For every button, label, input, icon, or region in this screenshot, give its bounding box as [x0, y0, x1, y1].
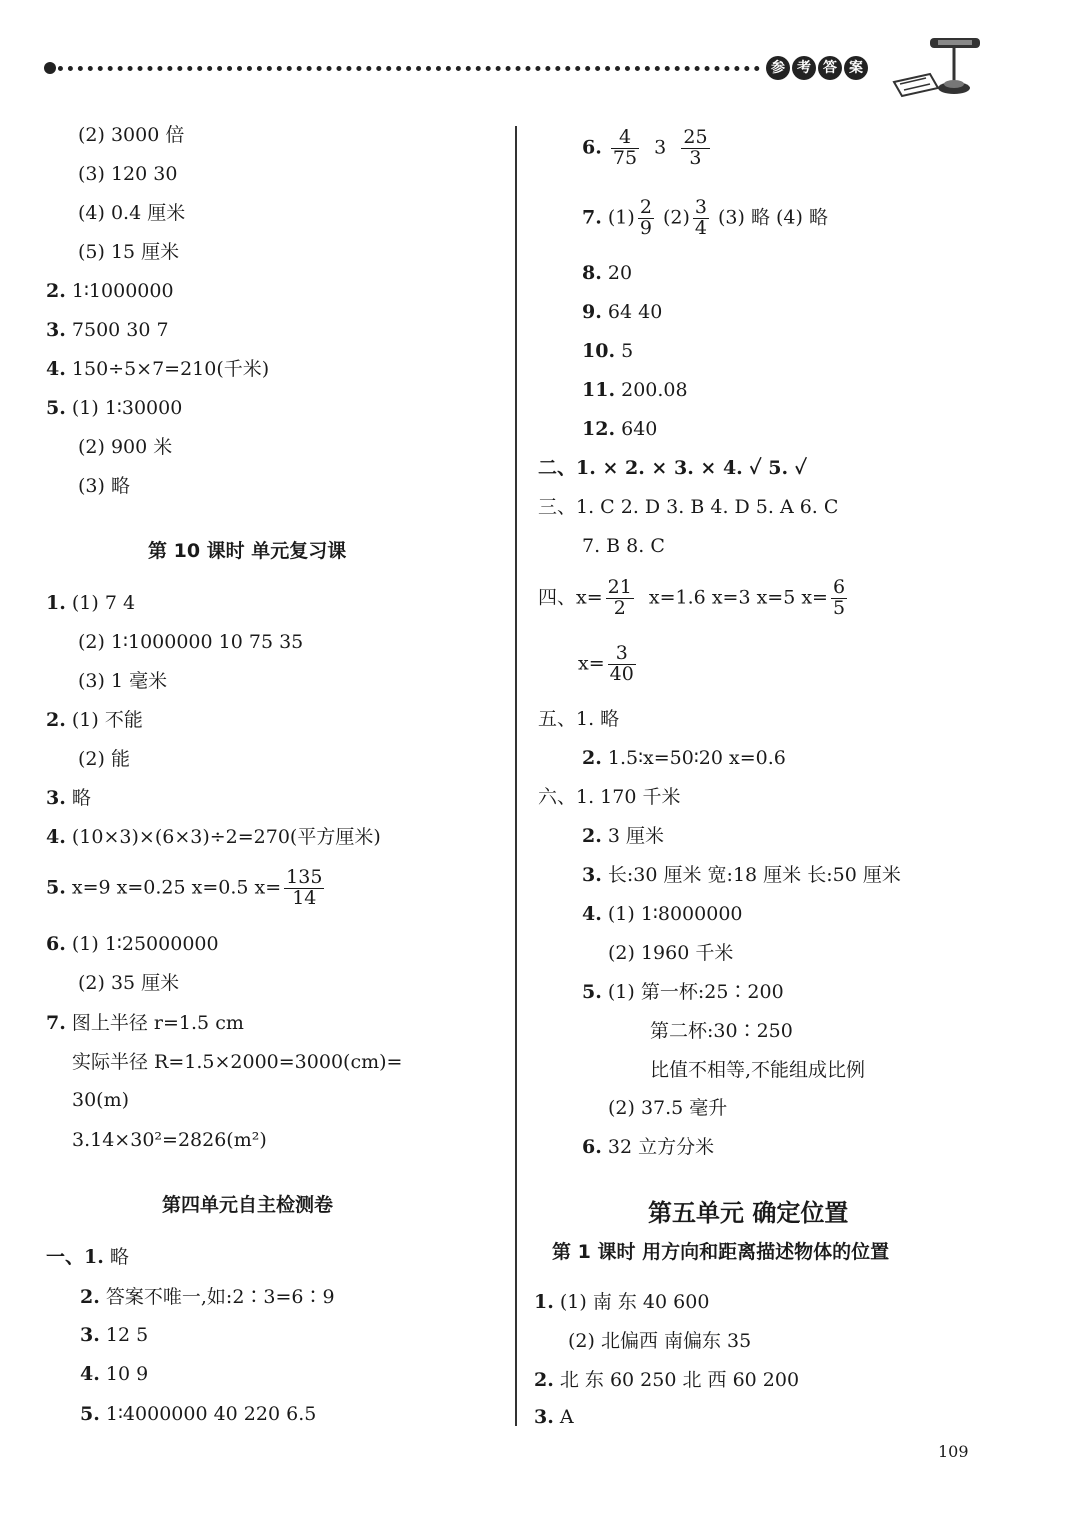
answer-text: (1) 不能	[71, 709, 143, 731]
answer-line	[582, 264, 632, 283]
numerator: 3	[608, 644, 636, 665]
answer-text: A	[559, 1406, 574, 1428]
item-number: 2.	[46, 280, 66, 302]
answer-text: 四、x=	[538, 586, 603, 609]
header-char: 参	[766, 56, 790, 80]
denominator: 5	[832, 596, 846, 619]
answer-line: (2) 1960 千米	[608, 942, 734, 964]
answer-line	[578, 644, 639, 685]
denominator: 75	[612, 146, 638, 169]
numerator: 3	[694, 196, 707, 218]
item-number: 2.	[582, 747, 602, 769]
column-divider	[515, 126, 517, 1426]
answer-text: 20	[607, 262, 633, 284]
item-number: 4.	[46, 826, 66, 848]
answer-line	[46, 935, 219, 954]
answer-line	[582, 827, 664, 846]
denominator: 3	[689, 146, 702, 169]
unit-title: 第五单元 确定位置	[648, 1199, 849, 1227]
answer-text: 64 40	[607, 301, 663, 323]
answer-text: 略	[109, 1246, 129, 1268]
item-number: 5.	[80, 1403, 100, 1425]
answer-text: 7500 30 7	[71, 319, 169, 341]
item-number: 4.	[582, 903, 602, 925]
answer-line	[80, 1326, 148, 1345]
answer-text: (1) 第一杯:25∶200	[607, 981, 784, 1003]
answer-text: (1) 1∶25000000	[71, 933, 219, 955]
item-number: 3.	[534, 1406, 554, 1428]
item-number: 11.	[582, 379, 616, 401]
item-number: 3.	[46, 787, 66, 809]
item-number: 5.	[46, 397, 66, 419]
answer-line: (3) 120 30	[78, 163, 178, 185]
answer-line: (2) 能	[78, 748, 130, 770]
item-number: 3.	[46, 319, 66, 341]
answer-text: 3 厘米	[607, 825, 665, 847]
answer-line	[582, 905, 743, 924]
item-number: 6.	[582, 136, 602, 159]
item-number: 一、1.	[46, 1246, 104, 1268]
answer-line: 五、1. 略	[538, 708, 620, 730]
answer-line: (3) 略	[78, 475, 130, 497]
numerator: 25	[683, 126, 708, 148]
answer-line: 第二杯:30∶250	[650, 1020, 793, 1042]
answer-text: (10×3)×(6×3)÷2=270(平方厘米)	[71, 826, 381, 848]
item-number: 5.	[46, 876, 66, 899]
item-number: 9.	[582, 301, 602, 323]
answer-line	[582, 198, 828, 239]
fraction	[681, 128, 709, 169]
item-number: 1.	[534, 1291, 554, 1313]
header-dotted-rule	[48, 66, 760, 71]
answer-text: x=9 x=0.25 x=0.5 x=	[71, 876, 282, 899]
item-number: 4.	[46, 358, 66, 380]
answer-line	[582, 128, 713, 169]
answer-line	[46, 868, 327, 909]
answer-text: 150÷5×7=210(千米)	[71, 358, 270, 380]
answer-line	[582, 303, 662, 322]
answer-line: (2) 35 厘米	[78, 972, 180, 994]
denominator: 9	[639, 216, 652, 239]
answer-line	[534, 1371, 799, 1390]
denominator: 4	[694, 216, 707, 239]
answer-text: 北 东 60 250 北 西 60 200	[559, 1369, 800, 1391]
numerator: 2	[639, 196, 652, 218]
answer-text: 1.5∶x=50∶20 x=0.6	[607, 747, 786, 769]
header-char: 案	[844, 56, 868, 80]
answer-line: (2) 3000 倍	[78, 124, 185, 146]
answer-line	[46, 360, 269, 379]
answer-line	[80, 1365, 148, 1384]
answer-text: 200.08	[621, 379, 688, 401]
answer-text: (1) 7 4	[71, 592, 136, 614]
item-number: 7.	[46, 1012, 66, 1034]
answer-text: 640	[621, 418, 658, 440]
answer-line: 六、1. 170 千米	[538, 786, 681, 808]
item-number: 2.	[534, 1369, 554, 1391]
answer-text: (2)	[662, 206, 690, 229]
answer-text: 长:30 厘米 宽:18 厘米 长:50 厘米	[607, 864, 901, 886]
numerator: 21	[607, 576, 632, 598]
fraction	[606, 578, 634, 619]
denominator: 14	[292, 886, 317, 909]
answer-text: 答案不唯一,如:2∶3=6∶9	[105, 1286, 335, 1308]
answer-text: x=	[578, 652, 605, 675]
section-title: 第四单元自主检测卷	[162, 1194, 334, 1216]
item-number: 4.	[80, 1363, 100, 1385]
answer-text: 3	[654, 136, 667, 159]
item-number: 1.	[46, 592, 66, 614]
answer-line: 二、1. × 2. × 3. × 4. ✓ 5. ✓	[538, 457, 807, 479]
answer-text: (3) 略 (4) 略	[718, 206, 828, 229]
answer-line: 比值不相等,不能组成比例	[650, 1059, 866, 1081]
answer-line: 30(m)	[72, 1089, 130, 1111]
answer-line	[582, 983, 784, 1002]
answer-text: 5	[621, 340, 634, 362]
answer-line	[534, 1408, 574, 1427]
answer-line	[46, 321, 169, 340]
answer-line: (5) 15 厘米	[78, 241, 180, 263]
answer-text: (1) 南 东 40 600	[559, 1291, 710, 1313]
answer-text: (1) 1∶30000	[71, 397, 183, 419]
item-number: 7.	[582, 206, 602, 229]
answer-line	[582, 342, 633, 361]
fraction	[611, 128, 639, 169]
answer-line	[582, 866, 901, 885]
answer-line	[46, 789, 91, 808]
answer-line	[46, 711, 143, 730]
item-number: 2.	[80, 1286, 100, 1308]
answer-text: 32 立方分米	[607, 1136, 715, 1158]
item-number: 2.	[46, 709, 66, 731]
denominator: 40	[609, 662, 634, 685]
answer-text: 略	[71, 787, 91, 809]
answer-line: (2) 900 米	[78, 436, 173, 458]
item-number: 3.	[80, 1324, 100, 1346]
fraction	[831, 578, 847, 619]
answer-text: (1) 1∶8000000	[607, 903, 743, 925]
answer-line	[46, 1248, 129, 1267]
item-number: 6.	[46, 933, 66, 955]
answer-line: 3.14×30²=2826(m²)	[72, 1129, 267, 1151]
denominator: 2	[613, 596, 626, 619]
header-title	[766, 56, 868, 80]
fraction	[608, 644, 636, 685]
answer-line: 7. B 8. C	[582, 535, 665, 557]
header-char: 考	[792, 56, 816, 80]
answer-text: x=1.6 x=3 x=5 x=	[648, 586, 828, 609]
numerator: 4	[611, 128, 639, 149]
answer-line	[80, 1288, 335, 1307]
answer-line	[46, 1014, 244, 1033]
answer-text: (1)	[607, 206, 635, 229]
answer-line	[534, 1293, 709, 1312]
answer-line: 三、1. C 2. D 3. B 4. D 5. A 6. C	[538, 496, 839, 518]
header-char: 答	[818, 56, 842, 80]
section-title: 第 10 课时 单元复习课	[148, 540, 347, 562]
item-number: 6.	[582, 1136, 602, 1158]
fraction	[693, 198, 709, 239]
desk-lamp-books-icon	[890, 32, 990, 104]
item-number: 2.	[582, 825, 602, 847]
item-number: 3.	[582, 864, 602, 886]
answer-line	[46, 594, 135, 613]
answer-text: 图上半径 r=1.5 cm	[71, 1012, 244, 1034]
answer-line: (2) 1∶1000000 10 75 35	[78, 631, 304, 653]
section-title: 第 1 课时 用方向和距离描述物体的位置	[552, 1241, 890, 1263]
numerator: 6	[832, 576, 846, 598]
answer-line	[582, 1138, 714, 1157]
answer-text: 1∶4000000 40 220 6.5	[105, 1403, 317, 1425]
answer-line	[582, 381, 688, 400]
answer-line	[46, 282, 174, 301]
answer-text: 1∶1000000	[71, 280, 174, 302]
answer-line	[46, 828, 381, 847]
answer-line	[582, 749, 786, 768]
answer-line: (3) 1 毫米	[78, 670, 168, 692]
answer-line	[582, 420, 657, 439]
fraction	[284, 868, 324, 909]
answer-line	[80, 1405, 316, 1424]
numerator: 135	[286, 866, 323, 888]
item-number: 8.	[582, 262, 602, 284]
fraction	[638, 198, 654, 239]
answer-line	[538, 578, 850, 619]
page-number: 109	[938, 1442, 969, 1461]
answer-text: 10 9	[105, 1363, 149, 1385]
answer-line: (2) 37.5 毫升	[608, 1097, 728, 1119]
item-number: 12.	[582, 418, 616, 440]
answer-line: 实际半径 R=1.5×2000=3000(cm)=	[72, 1051, 403, 1073]
answer-line	[46, 399, 182, 418]
item-number: 10.	[582, 340, 616, 362]
item-number: 5.	[582, 981, 602, 1003]
answer-line: (4) 0.4 厘米	[78, 202, 186, 224]
answer-text: 12 5	[105, 1324, 149, 1346]
answer-line: (2) 北偏西 南偏东 35	[568, 1330, 752, 1352]
